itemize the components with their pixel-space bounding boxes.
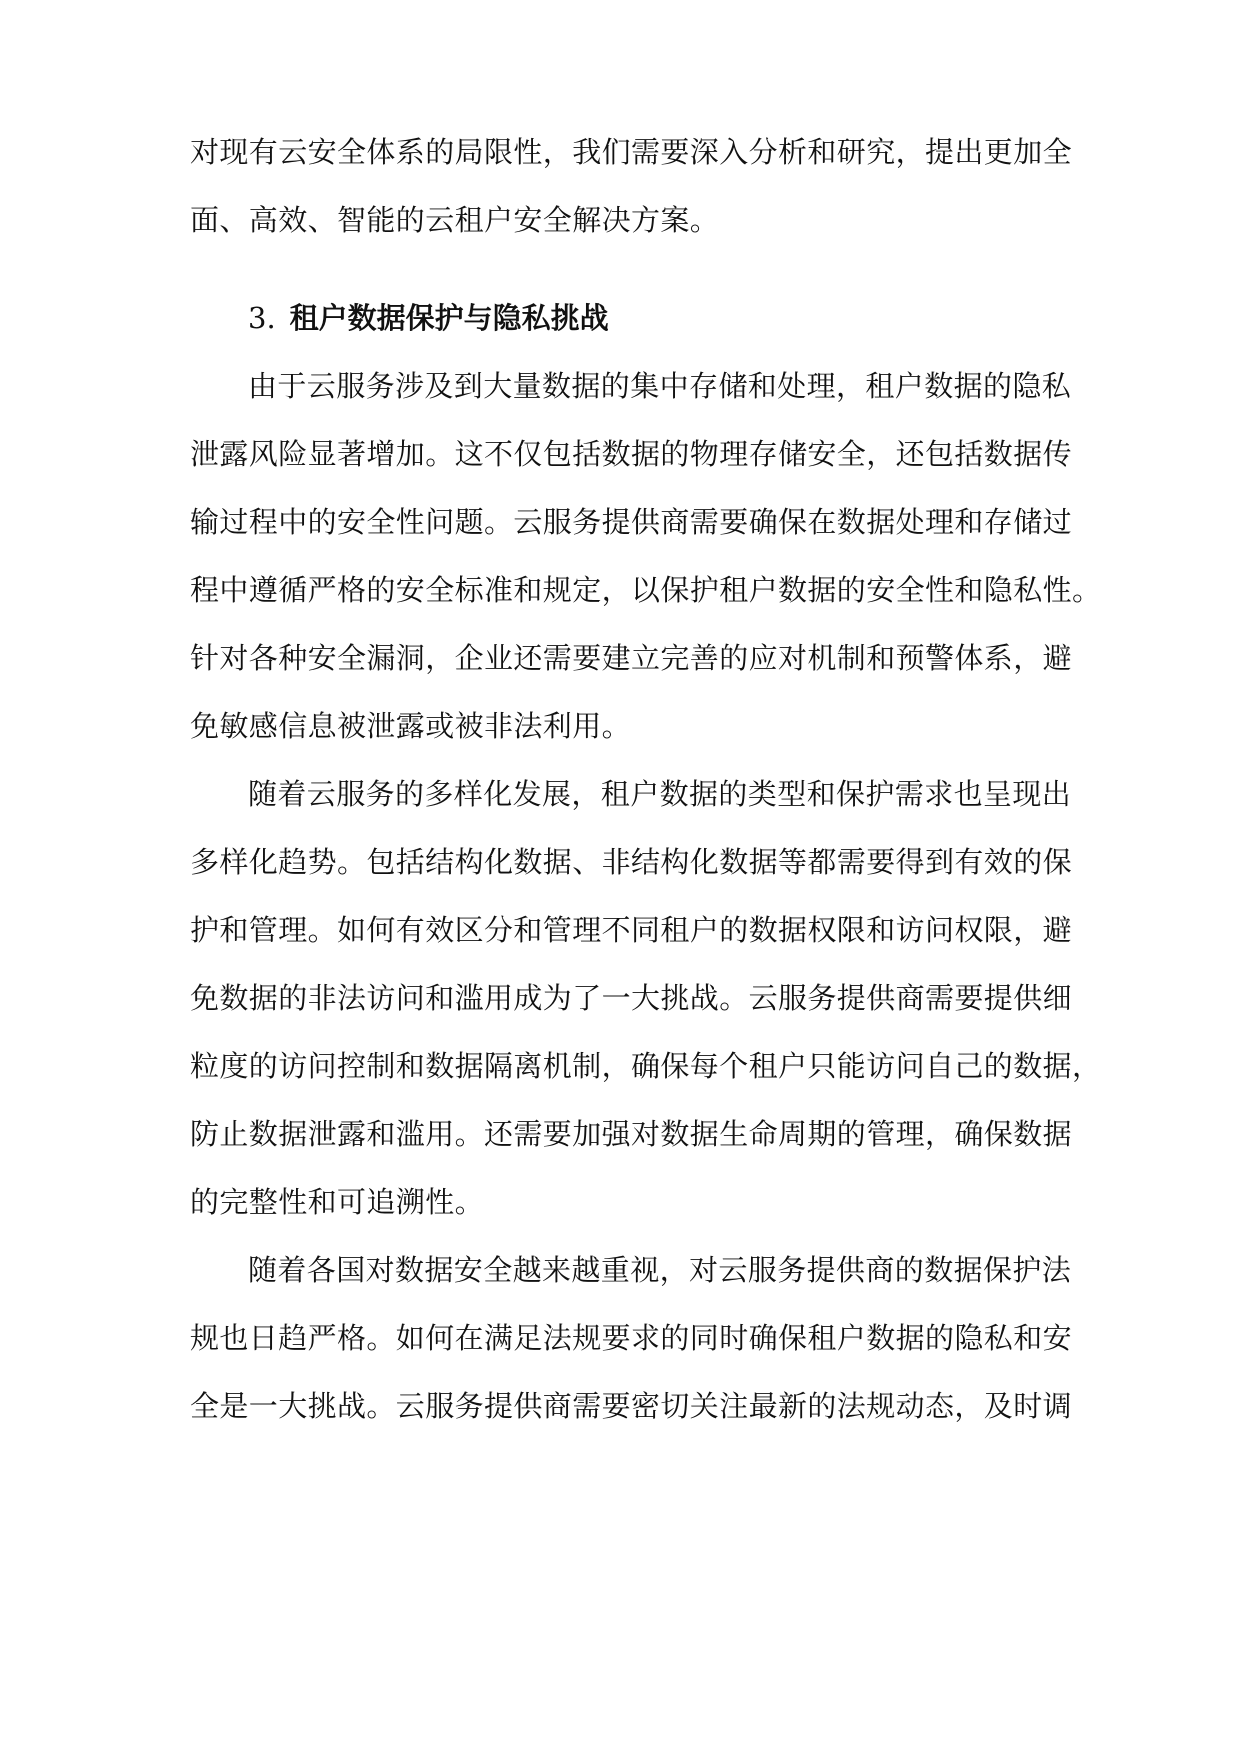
paragraph-line: 全是一大挑战。云服务提供商需要密切关注最新的法规动态，及时调 xyxy=(190,1389,1073,1423)
paragraph-line: 输过程中的安全性问题。云服务提供商需要确保在数据处理和存储过 xyxy=(190,505,1073,539)
paragraph-line: 程中遵循严格的安全标准和规定，以保护租户数据的安全性和隐私性。 xyxy=(190,573,1102,607)
section-title: 租户数据保护与隐私挑战 xyxy=(289,301,609,335)
paragraph-line: 规也日趋严格。如何在满足法规要求的同时确保租户数据的隐私和安 xyxy=(190,1321,1073,1355)
section-heading xyxy=(248,298,609,338)
paragraph-line: 的完整性和可追溯性。 xyxy=(190,1185,485,1219)
paragraph-line: 免数据的非法访问和滥用成为了一大挑战。云服务提供商需要提供细 xyxy=(190,981,1073,1015)
paragraph-line: 防止数据泄露和滥用。还需要加强对数据生命周期的管理，确保数据 xyxy=(190,1117,1073,1151)
paragraph-line: 由于云服务涉及到大量数据的集中存储和处理，租户数据的隐私 xyxy=(248,369,1072,403)
section-number: 3. xyxy=(248,301,276,335)
paragraph-line: 针对各种安全漏洞，企业还需要建立完善的应对机制和预警体系，避 xyxy=(190,641,1073,675)
paragraph-line: 免敏感信息被泄露或被非法利用。 xyxy=(190,709,632,743)
paragraph-line: 对现有云安全体系的局限性，我们需要深入分析和研究，提出更加全 xyxy=(190,135,1073,169)
paragraph-line: 粒度的访问控制和数据隔离机制，确保每个租户只能访问自己的数据， xyxy=(190,1049,1102,1083)
paragraph-line: 面、高效、智能的云租户安全解决方案。 xyxy=(190,203,720,237)
paragraph-line: 多样化趋势。包括结构化数据、非结构化数据等都需要得到有效的保 xyxy=(190,845,1073,879)
paragraph-line: 护和管理。如何有效区分和管理不同租户的数据权限和访问权限，避 xyxy=(190,913,1073,947)
paragraph-line: 泄露风险显著增加。这不仅包括数据的物理存储安全，还包括数据传 xyxy=(190,437,1073,471)
paragraph-line: 随着各国对数据安全越来越重视，对云服务提供商的数据保护法 xyxy=(248,1253,1072,1287)
paragraph-line: 随着云服务的多样化发展，租户数据的类型和保护需求也呈现出 xyxy=(248,777,1072,811)
